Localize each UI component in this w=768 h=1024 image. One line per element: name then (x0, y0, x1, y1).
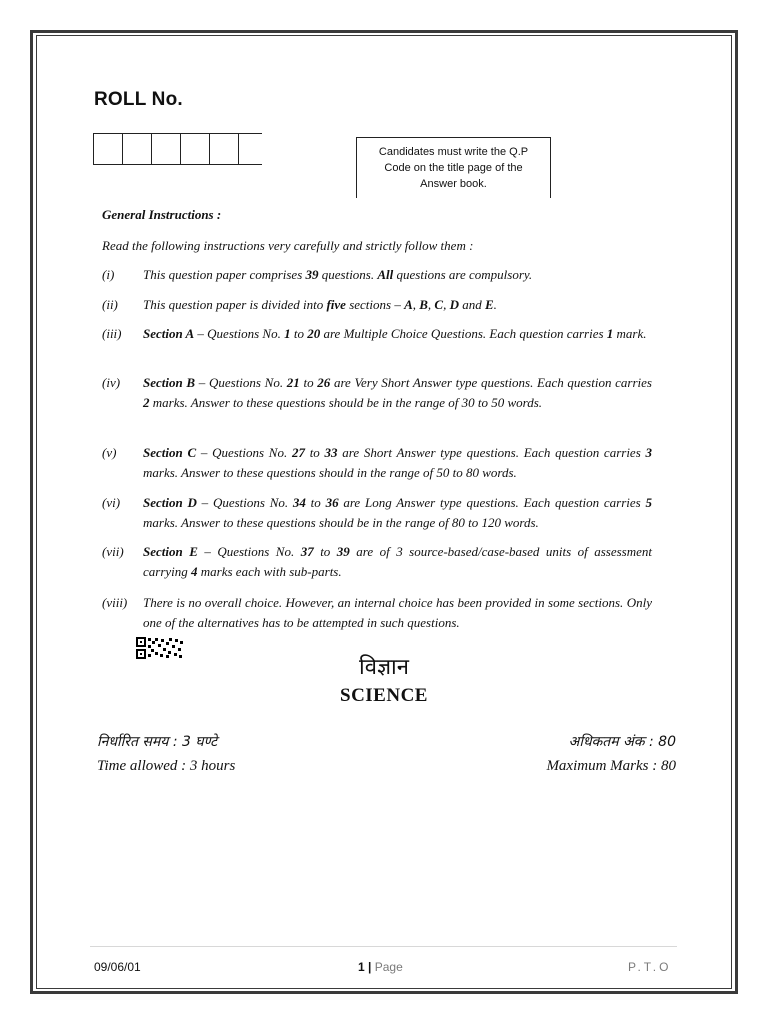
footer-paper-code: 09/06/01 (94, 960, 141, 974)
instruction-number: (vi) (102, 495, 121, 510)
instruction-text: Section E – Questions No. 37 to 39 are of 3 source-based/case-based units of assessment carrying 4 marks each with sub-parts. (143, 544, 652, 579)
instruction-item (102, 542, 652, 582)
roll-number-boxes (93, 133, 262, 165)
roll-box (180, 133, 210, 165)
instruction-number: (v) (102, 445, 117, 460)
footer-page-indicator (358, 960, 403, 974)
roll-box (238, 133, 262, 165)
roll-box (122, 133, 152, 165)
instruction-item (102, 324, 652, 344)
instruction-item (102, 443, 652, 483)
instruction-number: (viii) (102, 595, 128, 610)
roll-box (209, 133, 239, 165)
instruction-number: (iv) (102, 375, 121, 390)
subject-title-hindi: विज्ञान (359, 655, 409, 680)
instruction-number: (i) (102, 267, 115, 282)
instruction-text: This question paper comprises 39 questions. All questions are compulsory. (143, 267, 533, 282)
instruction-text: There is no overall choice. However, an internal choice has been provided in some sections. Only one of the alternatives has to be attempted in such questions. (143, 595, 652, 630)
instruction-text: This question paper is divided into five sections – A, B, C, D and E. (143, 297, 497, 312)
page-separator: | (368, 960, 372, 974)
roll-box (151, 133, 181, 165)
general-instructions-intro: Read the following instructions very carefully and strictly follow them : (102, 238, 474, 253)
roll-number-label: ROLL No. (94, 89, 183, 110)
general-instructions-heading: General Instructions : (102, 207, 222, 222)
maximum-marks-english: Maximum Marks : 80 (546, 758, 676, 774)
footer-divider (90, 946, 677, 947)
instruction-number: (iii) (102, 326, 122, 341)
maximum-marks-hindi: अधिकतम अंक : 80 (568, 734, 676, 750)
time-allowed-english: Time allowed : 3 hours (97, 758, 236, 774)
instruction-item (102, 295, 652, 315)
instruction-text: Section B – Questions No. 21 to 26 are Very Short Answer type questions. Each question carries 2 marks. Answer to these questions should be in the range of 30 to 50 words. (143, 375, 652, 410)
instruction-text: Section C – Questions No. 27 to 33 are Short Answer type questions. Each question carries 3 marks. Answer to these questions should in the range of 50 to 80 words. (143, 445, 652, 480)
page-number: 1 (358, 960, 365, 974)
footer-pto: P.T.O (628, 960, 672, 974)
instruction-number: (vii) (102, 544, 124, 559)
instruction-item (102, 493, 652, 533)
subject-title-english: SCIENCE (340, 685, 428, 706)
time-allowed-hindi: निर्धारित समय : 3 घण्टे (97, 734, 218, 750)
page-word: Page (374, 960, 403, 974)
instruction-number: (ii) (102, 297, 118, 312)
instruction-text: Section A – Questions No. 1 to 20 are Multiple Choice Questions. Each question carries 1 mark. (143, 326, 647, 341)
roll-box (93, 133, 123, 165)
instruction-item (102, 593, 652, 633)
instruction-item (102, 373, 652, 413)
qp-code-note: Candidates must write the Q.P Code on the title page of the Answer book. (356, 137, 551, 198)
instruction-text: Section D – Questions No. 34 to 36 are Long Answer type questions. Each question carries 5 marks. Answer to these questions should be in the range of 80 to 120 words. (143, 495, 652, 530)
instruction-item (102, 265, 652, 285)
